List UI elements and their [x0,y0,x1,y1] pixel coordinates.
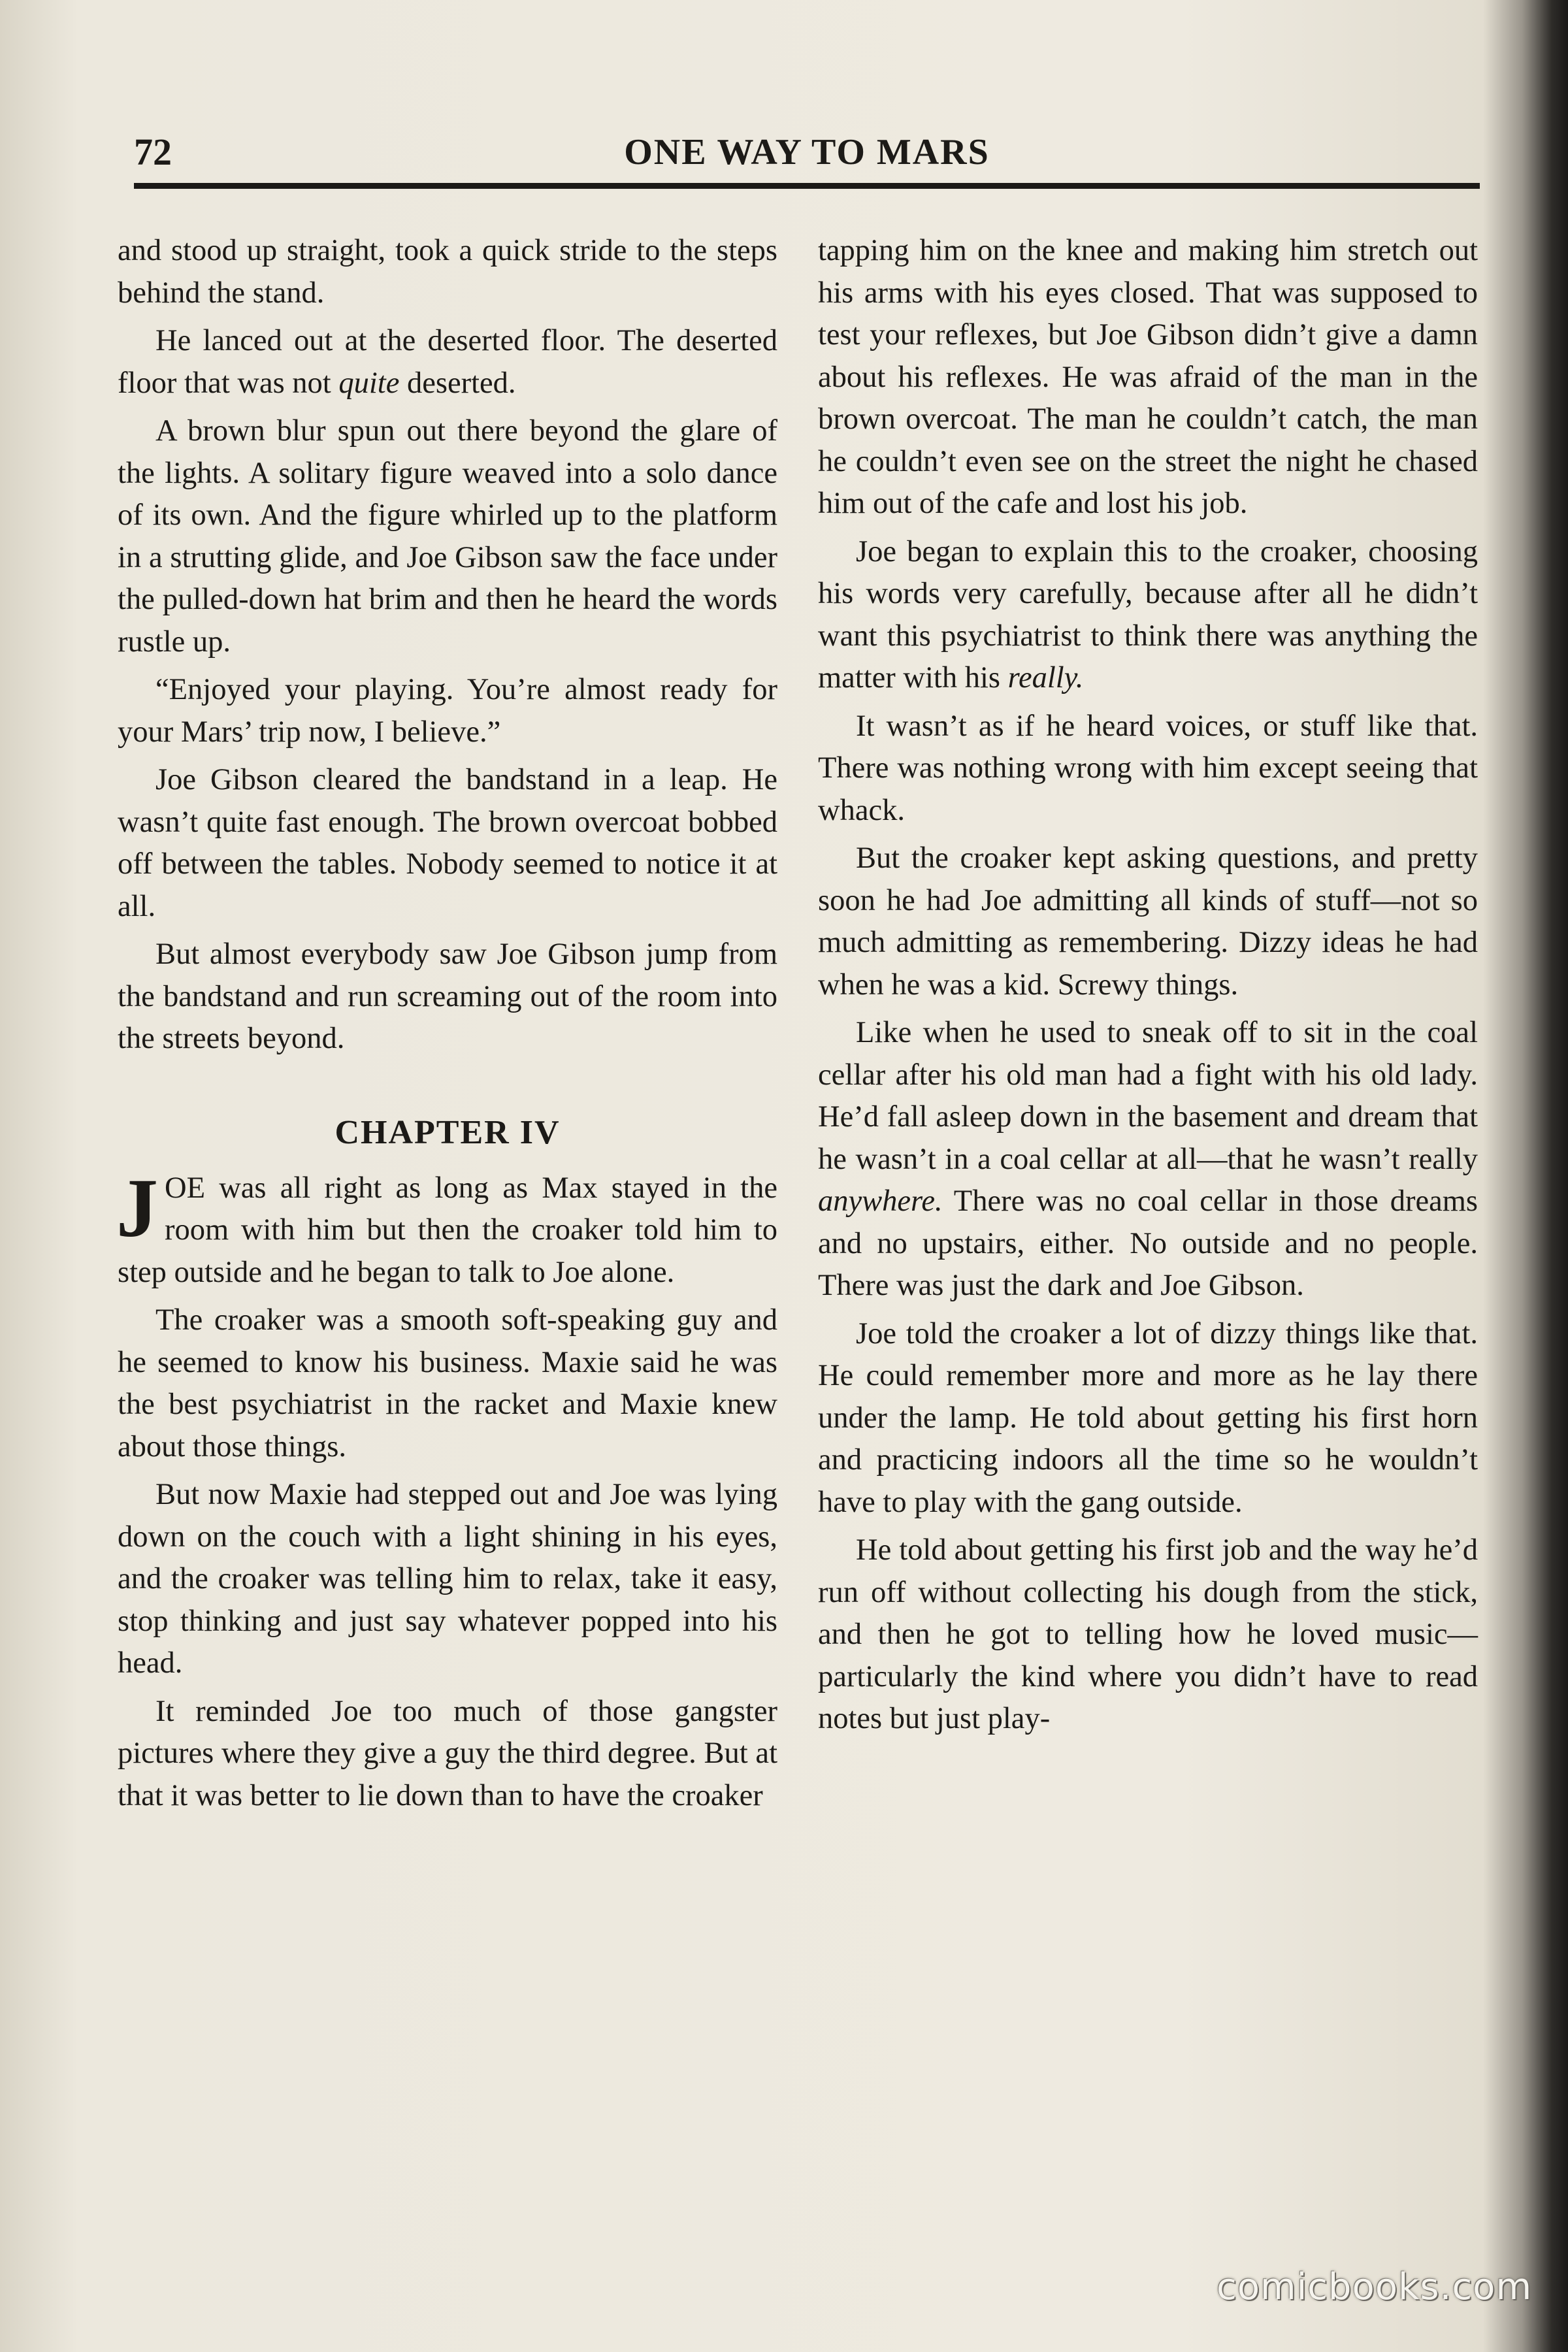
chapter-heading: CHAPTER IV [335,1113,561,1151]
right-column [818,230,1478,1746]
paragraph: tapping him on the knee and making him stretch out his arms with his eyes closed. That was supposed to test your reflexes, but Joe Gibson didn’t give a damn about his reflexes. He was afraid of the man in the brown overcoat. The man he couldn’t catch, the man he couldn’t even see on the street the night he chased him out of the cafe and lost his job. [818,234,1478,520]
paragraph: A brown blur spun out there beyond the glare of the lights. A solitary figure weaved into a solo dance of its own. And the figure whirled up to the platform in a strutting glide, and Joe Gibson saw the face under the pulled-down hat brim and then he heard the words rustle up. [118,414,777,659]
paragraph: Joe told the croaker a lot of dizzy things like that. He could remember more and more as he lay there under the lamp. He told about getting his first horn and practicing indoors all the time so he wouldn’t have to play with the gang outside. [818,1316,1478,1519]
paragraph: JOE was all right as long as Max stayed in the room with him but then the croaker told him to step outside and he began to talk to Joe alone. [116,1161,777,1289]
paragraph: Joe began to explain this to the croaker, choosing his words very carefully, because after all he didn’t want this psychiatrist to think there was anything the matter with his really. [818,534,1478,694]
emphasis: anywhere. [818,1184,943,1218]
paragraph: Joe Gibson cleared the bandstand in a leap. He wasn’t quite fast enough. The brown overcoat bobbed off between the tables. Nobody seemed to notice it at all. [118,763,777,923]
watermark: comicbooks.com [1216,2266,1532,2308]
emphasis: quite [338,366,400,400]
paragraph: Like when he used to sneak off to sit in the coal cellar after his old man had a fight with his old lady. He’d fall asleep down in the basement and dream that he wasn’t in a coal cellar at all—that he wasn’t really anywhere. There was no coal cellar in those dreams and no upstairs, either. No outside and no people. There was just the dark and Joe Gibson. [818,1016,1478,1302]
left-column [118,230,777,1823]
paragraph: and stood up straight, took a quick stride to the steps behind the stand. [118,234,777,310]
paragraph: It wasn’t as if he heard voices, or stuff like that. There was nothing wrong with him except seeing that whack. [818,709,1478,827]
emphasis: really. [1007,661,1084,694]
paragraph: He told about getting his first job and the way he’d run off without collecting his dough from the stick, and then he got to telling how he loved music—particularly the kind where you didn’t have to read notes but just play- [818,1533,1478,1735]
paragraph: But now Maxie had stepped out and Joe was lying down on the couch with a light shining in his eyes, and the croaker was telling him to relax, take it easy, stop thinking and just say whatever popped into his head. [118,1478,777,1680]
running-title: ONE WAY TO MARS [624,132,990,172]
page-number: 72 [134,131,172,173]
page-header [134,123,1480,182]
paragraph: But the croaker kept asking questions, and pretty soon he had Joe admitting all kinds of stuff—not so much admitting as remembering. Dizzy ideas he had when he was a kid. Screwy things. [818,841,1478,1002]
paragraph: It reminded Joe too much of those gangster pictures where they give a guy the third degree. But at that it was better to lie down than to have the croaker [118,1694,777,1812]
header-rule [134,183,1480,189]
paragraph: The croaker was a smooth soft-speaking guy and he seemed to know his business. Maxie said he was the best psychiatrist in the racket and Maxie knew about those things. [118,1303,777,1463]
paragraph: But almost everybody saw Joe Gibson jump from the bandstand and run screaming out of the room into the streets beyond. [118,938,777,1055]
drop-cap: J [116,1161,158,1254]
paragraph: He lanced out at the deserted floor. The deserted floor that was not quite deserted. [118,324,777,400]
paragraph: “Enjoyed your playing. You’re almost ready for your Mars’ trip now, I believe.” [118,673,777,749]
